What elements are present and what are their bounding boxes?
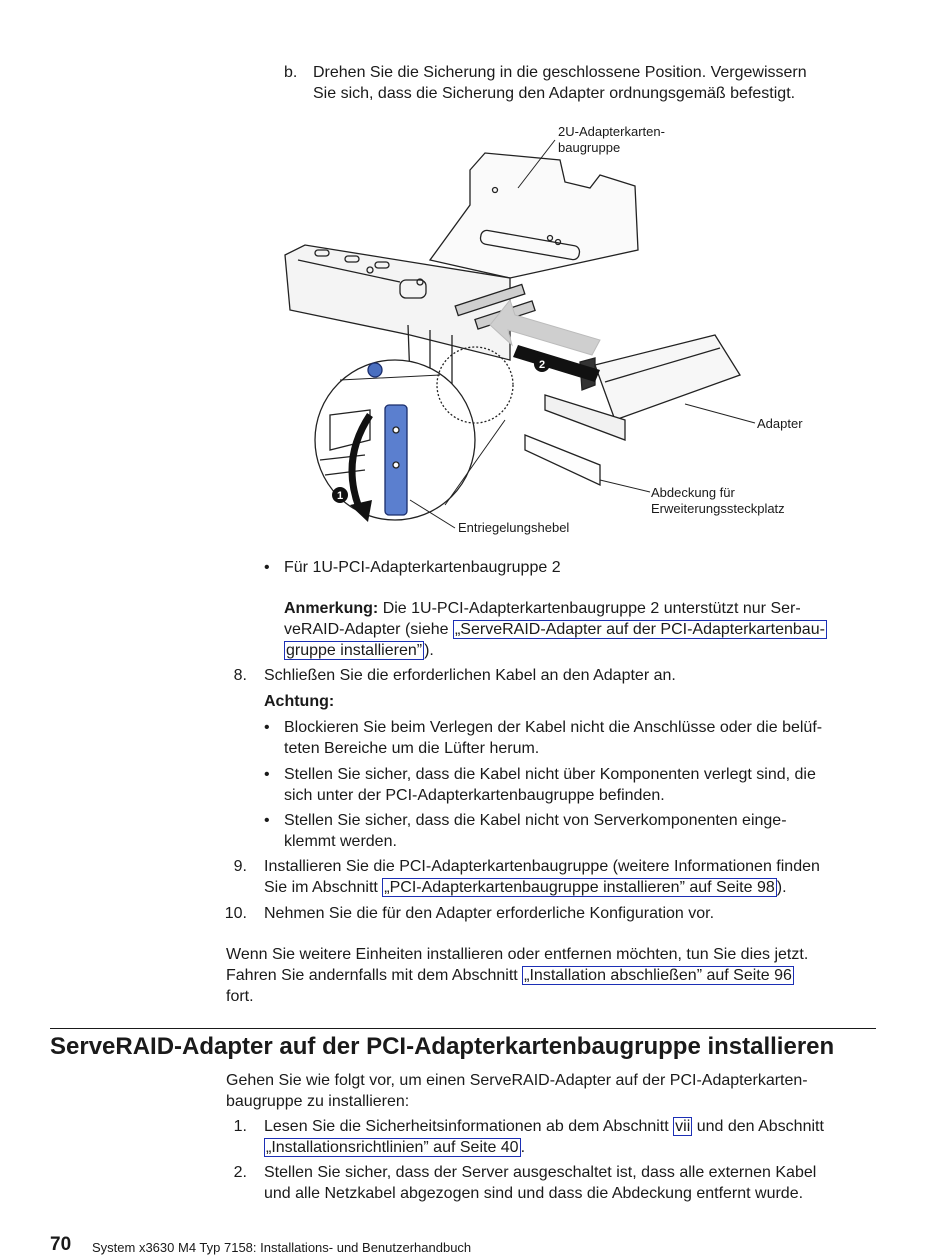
closing-line3: fort. (226, 988, 254, 1005)
section-step-1-number: 1. (233, 1118, 247, 1135)
section-intro-line2: baugruppe zu installieren: (226, 1093, 410, 1110)
step-10-text: Nehmen Sie die für den Adapter erforderliche Konfiguration vor. (264, 905, 715, 922)
note-line1-rest: Die 1U-PCI-Adapterkartenbaugruppe 2 unterstützt nur Ser- (382, 600, 801, 617)
section-intro-line1: Gehen Sie wie folgt vor, um einen ServeRAID-Adapter auf der PCI-Adapterkarten- (226, 1072, 808, 1089)
note-line1 (284, 598, 801, 619)
section-step-1-post: und den Abschnitt (692, 1118, 824, 1135)
note-line3-post: ). (424, 642, 434, 659)
link-serveraid-install-part1[interactable]: „ServeRAID-Adapter auf der PCI-Adapterkartenbau- (454, 621, 825, 638)
label-assembly-line2: baugruppe (558, 140, 621, 155)
link-serveraid-install-part2[interactable]: gruppe installieren” (286, 642, 423, 659)
step-9-number: 9. (233, 858, 247, 875)
attention-bullet-2-line2: sich unter der PCI-Adapterkartenbaugruppe befinden. (284, 787, 665, 804)
step-b-line2: Sie sich, dass die Sicherung den Adapter ordnungsgemäß befestigt. (313, 85, 796, 102)
attention-bullet-1-line2: teten Bereiche um die Lüfter herum. (284, 740, 540, 757)
section-step-1-line2-post: . (520, 1139, 526, 1156)
section-step-1-pre: Lesen Sie die Sicherheitsinformationen ab dem Abschnitt (264, 1118, 674, 1135)
callout-1: 1 (336, 490, 344, 502)
riser-assembly-illustration (270, 120, 770, 540)
label-slot-cover (651, 485, 785, 517)
label-slot-cover-line1: Abdeckung für (651, 485, 735, 500)
note-line2 (284, 619, 827, 640)
link-safety-vii[interactable]: vii (675, 1118, 691, 1135)
attention-bullet-2-line1: Stellen Sie sicher, dass die Kabel nicht über Komponenten verlegt sind, die (284, 766, 816, 783)
link-installation-guidelines[interactable]: „Installationsrichtlinien” auf Seite 40 (266, 1139, 519, 1156)
bullet-1u-text: Für 1U-PCI-Adapterkartenbaugruppe 2 (284, 559, 561, 576)
label-assembly-line1: 2U-Adapterkarten- (558, 124, 665, 139)
closing-line1: Wenn Sie weitere Einheiten installieren oder entfernen möchten, tun Sie dies jetzt. (226, 946, 809, 963)
attention-bullet-3-line2: klemmt werden. (284, 833, 397, 850)
step-b-marker: b. (284, 64, 298, 81)
step-8-text: Schließen Sie die erforderlichen Kabel an den Adapter an. (264, 667, 676, 684)
attention-bullet-1-line1: Blockieren Sie beim Verlegen der Kabel nicht die Anschlüsse oder die belüf- (284, 719, 823, 736)
attention-bullet-3-line1: Stellen Sie sicher, dass die Kabel nicht von Serverkomponenten einge- (284, 812, 787, 829)
page-number: 70 (50, 1234, 72, 1255)
step-9-line2-post: ). (776, 879, 787, 896)
closing-line2 (226, 965, 794, 986)
note-label: Anmerkung: (284, 600, 379, 617)
step-10-number: 10. (224, 905, 247, 922)
label-release-lever: Entriegelungshebel (458, 520, 570, 535)
attention-label: Achtung: (264, 693, 335, 710)
bullet-marker: • (264, 812, 270, 829)
bullet-marker: • (264, 719, 270, 736)
callout-2: 2 (538, 359, 546, 371)
link-riser-install[interactable]: „PCI-Adapterkartenbaugruppe installieren” auf Seite 98 (384, 879, 775, 896)
section-step-1-line1 (264, 1116, 824, 1137)
link-finish-installation[interactable]: „Installation abschließen” auf Seite 96 (524, 967, 792, 984)
label-assembly (558, 124, 665, 156)
step-9-line2-pre: Sie im Abschnitt (264, 879, 383, 896)
closing-line2-pre: Fahren Sie andernfalls mit dem Abschnitt (226, 967, 523, 984)
section-step-2-line1: Stellen Sie sicher, dass der Server ausgeschaltet ist, dass alle externen Kabel (264, 1164, 817, 1181)
section-step-1-line2 (264, 1137, 525, 1158)
bullet-1u-marker: • (264, 559, 270, 576)
bullet-marker: • (264, 766, 270, 783)
section-step-2-line2: und alle Netzkabel abgezogen sind und dass die Abdeckung entfernt wurde. (264, 1185, 804, 1202)
step-9-line2 (264, 877, 787, 898)
section-step-2-number: 2. (233, 1164, 247, 1181)
footer-title: System x3630 M4 Typ 7158: Installations- und Benutzerhandbuch (92, 1240, 472, 1255)
label-adapter: Adapter (757, 416, 803, 431)
step-b-line1: Drehen Sie die Sicherung in die geschlossene Position. Vergewissern (313, 64, 807, 81)
step-8-number: 8. (233, 667, 247, 684)
section-heading: ServeRAID-Adapter auf der PCI-Adapterkartenbaugruppe installieren (50, 1028, 876, 1061)
label-slot-cover-line2: Erweiterungssteckplatz (651, 501, 785, 516)
note-line3 (284, 640, 434, 661)
note-line2-pre: veRAID-Adapter (siehe (284, 621, 453, 638)
step-9-line1: Installieren Sie die PCI-Adapterkartenbaugruppe (weitere Informationen finden (264, 858, 820, 875)
